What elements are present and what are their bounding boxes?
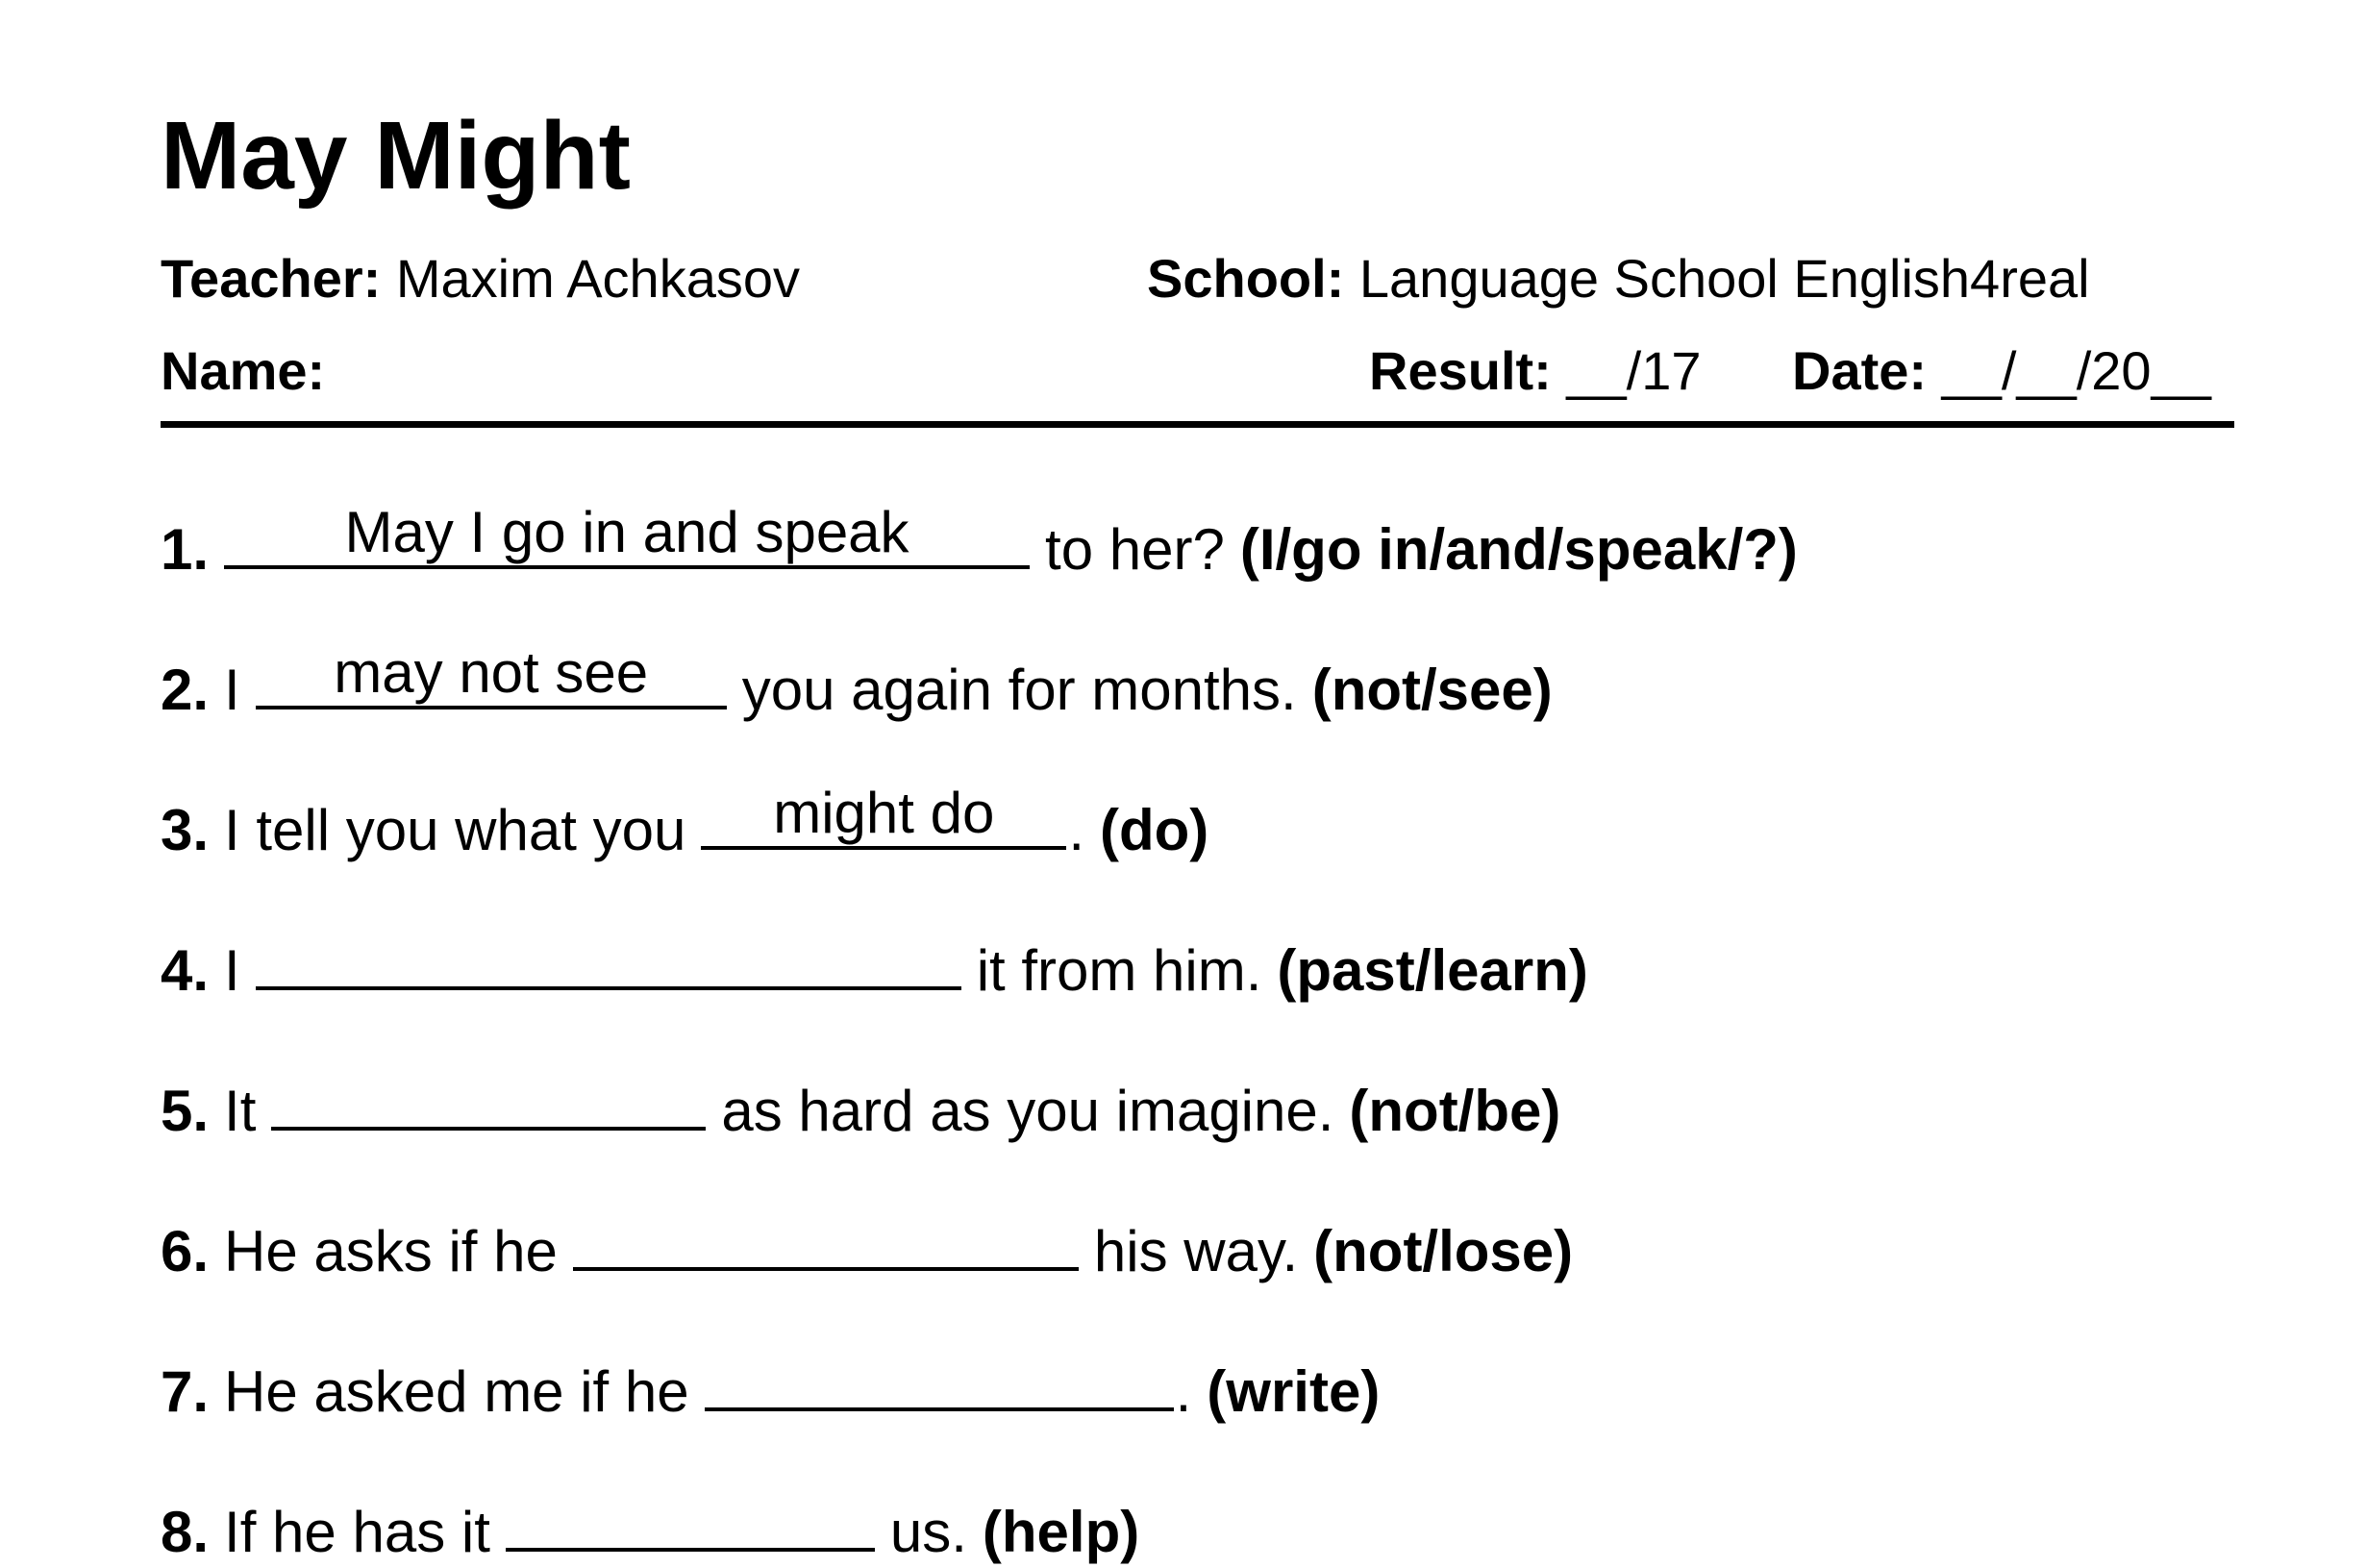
question-number: 4. bbox=[161, 938, 210, 1003]
answer-blank[interactable] bbox=[506, 1490, 875, 1552]
question-hint: (not/be) bbox=[1349, 1079, 1561, 1143]
date-value: __/__/20__ bbox=[1941, 340, 2211, 401]
question-number: 8. bbox=[161, 1500, 210, 1564]
question-text-before: I bbox=[224, 658, 240, 722]
question-number: 5. bbox=[161, 1079, 210, 1143]
answer-blank[interactable] bbox=[705, 1350, 1174, 1411]
question-7 bbox=[161, 1350, 1381, 1424]
question-3 bbox=[161, 781, 1209, 862]
question-hint: (not/see) bbox=[1311, 658, 1553, 722]
question-text-after: as hard as you imagine. bbox=[721, 1079, 1334, 1143]
answer-blank[interactable] bbox=[256, 929, 961, 990]
answer-blank[interactable] bbox=[271, 1069, 706, 1131]
name-line bbox=[161, 340, 326, 401]
question-4 bbox=[161, 929, 1588, 1003]
question-hint: (past/learn) bbox=[1277, 938, 1588, 1003]
header-divider bbox=[161, 421, 2234, 428]
answer-blank[interactable] bbox=[256, 640, 727, 709]
question-2 bbox=[161, 640, 1553, 722]
question-text-after: you again for months. bbox=[741, 658, 1297, 722]
question-text-after: us. bbox=[889, 1500, 967, 1564]
answer-blank[interactable] bbox=[701, 781, 1066, 850]
answer-text: may not see bbox=[334, 640, 649, 705]
question-hint: (I/go in/and/speak/?) bbox=[1239, 517, 1798, 582]
question-number: 7. bbox=[161, 1359, 210, 1424]
question-5 bbox=[161, 1069, 1561, 1143]
question-8 bbox=[161, 1490, 1140, 1564]
answer-text: May I go in and speak bbox=[344, 500, 909, 564]
school-label: School: bbox=[1147, 248, 1345, 309]
result-value: __/17 bbox=[1566, 340, 1702, 401]
teacher-label: Teacher: bbox=[161, 248, 382, 309]
name-label: Name: bbox=[161, 340, 326, 401]
answer-blank[interactable] bbox=[224, 500, 1030, 569]
question-6 bbox=[161, 1209, 1573, 1281]
question-hint: (help) bbox=[982, 1500, 1140, 1564]
date-line bbox=[1792, 340, 2211, 401]
question-1 bbox=[161, 500, 1798, 582]
question-hint: (not/lose) bbox=[1313, 1219, 1574, 1283]
question-text-before: He asks if he bbox=[224, 1219, 558, 1283]
answer-blank[interactable] bbox=[573, 1209, 1079, 1271]
question-text-before: I bbox=[224, 938, 240, 1003]
question-hint: (write) bbox=[1207, 1359, 1381, 1424]
result-line bbox=[1369, 340, 1702, 401]
result-label: Result: bbox=[1369, 340, 1552, 401]
teacher-name: Maxim Achkasov bbox=[395, 248, 800, 309]
question-text-before: If he has it bbox=[224, 1500, 490, 1564]
question-text-before: I tell you what you bbox=[224, 798, 686, 862]
question-number: 2. bbox=[161, 658, 210, 722]
question-hint: (do) bbox=[1099, 798, 1209, 862]
question-text-before: It bbox=[224, 1079, 257, 1143]
question-text-after: it from him. bbox=[976, 938, 1262, 1003]
question-number: 3. bbox=[161, 798, 210, 862]
question-text-before: He asked me if he bbox=[224, 1359, 689, 1424]
page-title: May Might bbox=[161, 102, 631, 210]
question-text-after: . bbox=[1068, 798, 1084, 862]
school-line bbox=[1147, 248, 2090, 309]
question-number: 6. bbox=[161, 1219, 210, 1283]
date-label: Date: bbox=[1792, 340, 1928, 401]
teacher-line bbox=[161, 248, 800, 309]
question-text-after: his way. bbox=[1093, 1219, 1299, 1283]
question-text-after: . bbox=[1175, 1359, 1192, 1424]
school-name: Language School English4real bbox=[1358, 248, 2090, 309]
question-text-after: to her? bbox=[1045, 517, 1225, 582]
question-number: 1. bbox=[161, 517, 210, 582]
answer-text: might do bbox=[773, 781, 995, 845]
